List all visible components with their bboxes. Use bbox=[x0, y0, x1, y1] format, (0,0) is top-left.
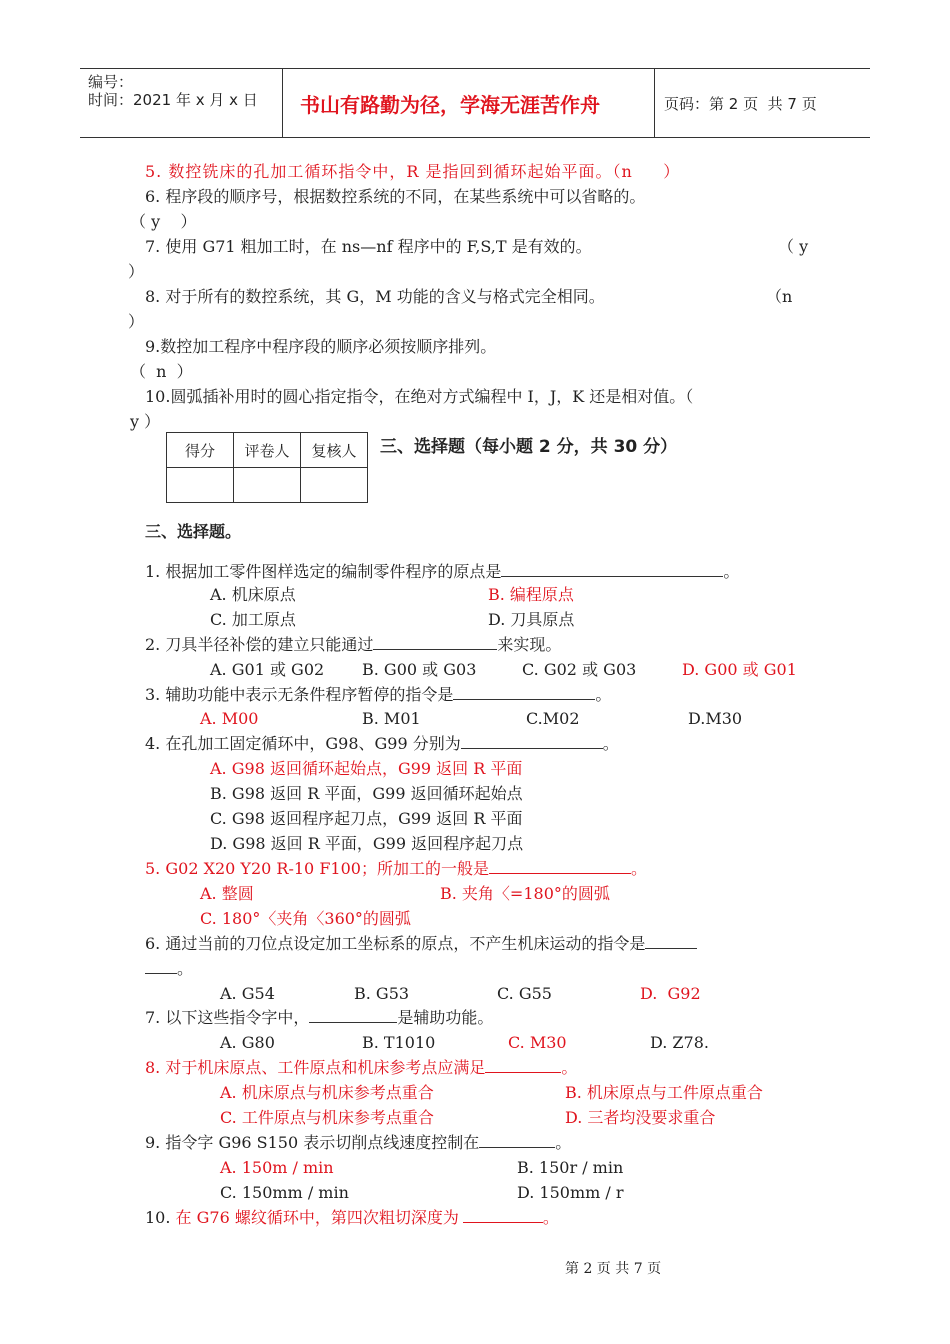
mc-question-9: 9. 指令字 G96 S150 表示切削点线速度控制在 。 bbox=[145, 1133, 572, 1152]
q5-option-b: B. 夹角〈=180°的圆弧 bbox=[440, 884, 610, 903]
mc-question-5: 5. G02 X20 Y20 R-10 F100；所加工的一般是 。 bbox=[145, 859, 647, 878]
q9-option-d: D. 150mm / r bbox=[517, 1183, 624, 1202]
q6-option-c: C. G55 bbox=[497, 984, 552, 1003]
q9-option-a: A. 150m / min bbox=[220, 1158, 334, 1177]
doc-number-label: 编号： bbox=[88, 73, 134, 91]
q3-option-c: C.M02 bbox=[526, 709, 580, 728]
q9-option-b: B. 150r / min bbox=[517, 1158, 624, 1177]
q1-option-a: A. 机床原点 bbox=[210, 585, 296, 604]
q2-option-b: B. G00 或 G03 bbox=[362, 660, 477, 679]
page-footer: 第 2 页 共 7 页 bbox=[565, 1261, 662, 1277]
q6-option-b: B. G53 bbox=[354, 984, 410, 1003]
q1-option-c: C. 加工原点 bbox=[210, 610, 296, 629]
q5-option-c: C. 180°〈夹角〈360°的圆弧 bbox=[200, 909, 411, 928]
tf-question-9: 9.数控加工程序中程序段的顺序必须按顺序排列。 bbox=[145, 337, 497, 356]
q4-option-c: C. G98 返回程序起刀点，G99 返回 R 平面 bbox=[210, 809, 523, 828]
q7-option-b: B. T1010 bbox=[362, 1033, 436, 1052]
tf-question-6: 6. 程序段的顺序号，根据数控系统的不同，在某些系统中可以省略的。 bbox=[145, 187, 646, 206]
q4-option-d: D. G98 返回 R 平面，G99 返回程序起刀点 bbox=[210, 834, 524, 853]
grader-cell bbox=[234, 468, 301, 503]
mc-question-6: 6. 通过当前的刀位点设定加工坐标系的原点，不产生机床运动的指令是 bbox=[145, 934, 697, 954]
score-table bbox=[166, 432, 368, 503]
q8-option-b: B. 机床原点与工件原点重合 bbox=[565, 1083, 763, 1102]
tf-question-5: 5. 数控铣床的孔加工循环指令中，R 是指回到循环起始平面。（n ） bbox=[145, 162, 681, 181]
q6-option-a: A. G54 bbox=[220, 984, 275, 1003]
mc-question-3: 3. 辅助功能中表示无条件程序暂停的指令是 。 bbox=[145, 685, 612, 704]
reviewer-cell bbox=[301, 468, 368, 503]
tf-answer-10: y ） bbox=[130, 412, 161, 431]
q1-option-d: D. 刀具原点 bbox=[488, 610, 575, 629]
q8-option-a: A. 机床原点与机床参考点重合 bbox=[220, 1083, 434, 1102]
header-page-label: 页码：第 2 页 共 7 页 bbox=[664, 95, 817, 113]
section-title: 三、选择题（每小题 2 分，共 30 分） bbox=[380, 437, 678, 457]
tf-question-8: 8. 对于所有的数控系统，其 G，M 功能的含义与格式完全相同。 bbox=[145, 287, 605, 306]
q6-option-d: D. G92 bbox=[640, 984, 701, 1003]
mc-question-10: 10. 在 G76 螺纹循环中，第四次粗切深度为 。 bbox=[145, 1208, 559, 1227]
tf-answer-8: （n bbox=[766, 287, 793, 306]
q8-option-d: D. 三者均没要求重合 bbox=[565, 1108, 716, 1127]
q4-option-b: B. G98 返回 R 平面，G99 返回循环起始点 bbox=[210, 784, 523, 803]
score-header: 得分 bbox=[167, 433, 234, 468]
q3-option-d: D.M30 bbox=[688, 709, 743, 728]
q9-option-c: C. 150mm / min bbox=[220, 1183, 349, 1202]
tf-question-7: 7. 使用 G71 粗加工时，在 ns—nf 程序中的 F,S,T 是有效的。 bbox=[145, 237, 592, 256]
grader-header: 评卷人 bbox=[234, 433, 301, 468]
mc-question-7: 7. 以下这些指令字中， 是辅助功能。 bbox=[145, 1008, 494, 1027]
q7-option-d: D. Z78. bbox=[650, 1033, 709, 1052]
tf-answer-9: （ n ） bbox=[130, 362, 193, 381]
q2-option-a: A. G01 或 G02 bbox=[210, 660, 325, 679]
mc-question-2: 2. 刀具半径补偿的建立只能通过 来实现。 bbox=[145, 635, 562, 654]
doc-time-label: 时间：2021 年 x 月 x 日 bbox=[88, 91, 258, 109]
tf-answer-8-close: ） bbox=[128, 312, 145, 331]
mc-question-1: 1. 根据加工零件图样选定的编制零件程序的原点是 。 bbox=[145, 562, 740, 581]
score-cell bbox=[167, 468, 234, 503]
mc-question-4: 4. 在孔加工固定循环中，G98、G99 分别为 。 bbox=[145, 734, 619, 753]
tf-answer-6: （ y ） bbox=[130, 212, 197, 231]
q5-option-a: A. 整圆 bbox=[200, 884, 254, 903]
mc-question-8: 8. 对于机床原点、工件原点和机床参考点应满足 。 bbox=[145, 1058, 578, 1077]
q1-option-b: B. 编程原点 bbox=[488, 585, 574, 604]
q7-option-c: C. M30 bbox=[508, 1033, 567, 1052]
q2-option-d: D. G00 或 G01 bbox=[682, 660, 797, 679]
mc-question-6-cont: 。 bbox=[145, 959, 193, 979]
section-subtitle: 三、选择题。 bbox=[145, 522, 242, 541]
q3-option-a: A. M00 bbox=[200, 709, 259, 728]
tf-answer-7-close: ） bbox=[128, 262, 145, 281]
tf-question-10: 10.圆弧插补用时的圆心指定指令，在绝对方式编程中 I，J，K 还是相对值。（ bbox=[145, 387, 694, 406]
header-motto: 书山有路勤为径，学海无涯苦作舟 bbox=[300, 93, 600, 117]
q8-option-c: C. 工件原点与机床参考点重合 bbox=[220, 1108, 434, 1127]
tf-answer-7: （ y bbox=[778, 237, 809, 256]
q7-option-a: A. G80 bbox=[220, 1033, 275, 1052]
q2-option-c: C. G02 或 G03 bbox=[522, 660, 637, 679]
q4-option-a: A. G98 返回循环起始点，G99 返回 R 平面 bbox=[210, 759, 523, 778]
q3-option-b: B. M01 bbox=[362, 709, 421, 728]
reviewer-header: 复核人 bbox=[301, 433, 368, 468]
